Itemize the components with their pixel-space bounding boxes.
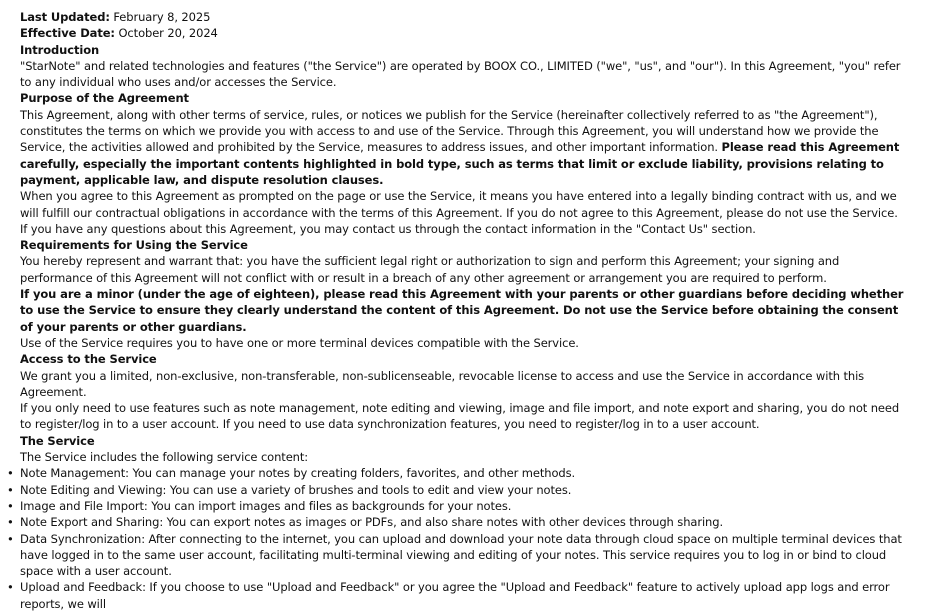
purpose-text-2: When you agree to this Agreement as prompted on the page or use the Service, it means you have entered into a legally binding contract with us, and we will fulfill our contractual obligations in accordance with the terms of this Agreement. If you do not agree to this Agreement, please do not use the Service. [20,189,898,220]
requirements-text: You hereby represent and warrant that: you have the sufficient legal right or authorization to sign and perform this Agreement; your signing and performance of this Agreement will not conflict with or result in a breach of any other agreement or arrangement you are required to perform. [20,254,840,285]
agreement-document [7,9,906,612]
list-item [7,498,906,514]
access-text: We grant you a limited, non-exclusive, non-transferable, non-sublicenseable, revocable license to access and use the Service in accordance with this Agreement. [20,368,865,399]
list-item [7,482,906,498]
service-list [7,465,906,612]
list-item-text: Upload and Feedback: If you choose to use "Upload and Feedback" or you agree the "Upload and Feedback" feature to actively upload app logs and error reports, we will [20,580,890,611]
requirements-minor-notice: If you are a minor (under the age of eighteen), please read this Agreement with your parents or other guardians before deciding whether to use the Service to ensure they clearly understand the content of this Agreement. Do not use the Service before obtaining the consent of your parents or other guardians. [20,287,904,334]
list-item-text: Note Management: You can manage your notes by creating folders, favorites, and other methods. [20,466,576,481]
bullet-icon: • [7,580,14,595]
service-heading: The Service [20,433,95,448]
requirements-heading: Requirements for Using the Service [20,238,248,253]
list-item [7,579,906,612]
introduction-text: "StarNote" and related technologies and features ("the Service") are operated by BOOX CO., LIMITED ("we", "us", and "our"). In this Agreement, "you" refer to any individual who uses and/or accesses the Service. [20,58,901,90]
list-item-text: Note Editing and Viewing: You can use a variety of brushes and tools to edit and view your notes. [20,482,572,497]
purpose-bold-notice: Please read this Agreement carefully, especially the important contents highlighted in bold type, such as terms that limit or exclude liability, provisions relating to payment, applicable law, and dispute resolution clauses. [20,140,900,187]
list-item-text: Data Synchronization: After connecting to the internet, you can upload and download your note data through cloud space on multiple terminal devices that have logged in to the same user account, facilitating multi-terminal viewing and editing of your notes. This service requires you to log in or bind to cloud space with a user account. [20,531,902,579]
access-text-2: If you only need to use features such as note management, note editing and viewing, image and file import, and note export and sharing, you do not need to register/log in to a user account. If you need to use data synchronization features, you need to register/log in to a user account. [20,401,900,432]
purpose-heading: Purpose of the Agreement [20,91,189,106]
list-item-text: Image and File Import: You can import images and files as backgrounds for your notes. [20,498,512,513]
service-intro-text: The Service includes the following service content: [20,450,309,465]
bullet-icon: • [7,498,14,513]
introduction-heading: Introduction [20,42,100,57]
last-updated-label: Last Updated: [20,10,110,24]
list-item [7,465,906,481]
effective-date-value: October 20, 2024 [118,26,218,41]
bullet-icon: • [7,515,14,530]
purpose-text-3: If you have any questions about this Agreement, you may contact us through the contact information in the "Contact Us" section. [20,221,756,236]
purpose-paragraph [20,107,906,188]
access-heading: Access to the Service [20,352,157,367]
last-updated-line [20,9,906,25]
last-updated-value: February 8, 2025 [113,10,211,24]
bullet-icon: • [7,531,14,546]
list-item-text: Note Export and Sharing: You can export notes as images or PDFs, and also share notes with other devices through sharing. [20,515,723,530]
effective-date-label: Effective Date: [20,26,115,41]
requirements-text-2: Use of the Service requires you to have one or more terminal devices compatible with the Service. [20,335,579,350]
list-item [7,514,906,530]
bullet-icon: • [7,466,14,481]
bullet-icon: • [7,482,14,497]
effective-date-line [20,25,906,41]
list-item [7,531,906,580]
purpose-text: This Agreement, along with other terms of service, rules, or notices we publish for the Service (hereinafter collectively referred to as "the Agreement"), constitutes the terms on which we provide you with access to and use of the Service. Through this Agreement, you will understand how we provide the Service, the activities allowed and prohibited by the Service, measures to address issues, and other important information. [20,107,879,155]
